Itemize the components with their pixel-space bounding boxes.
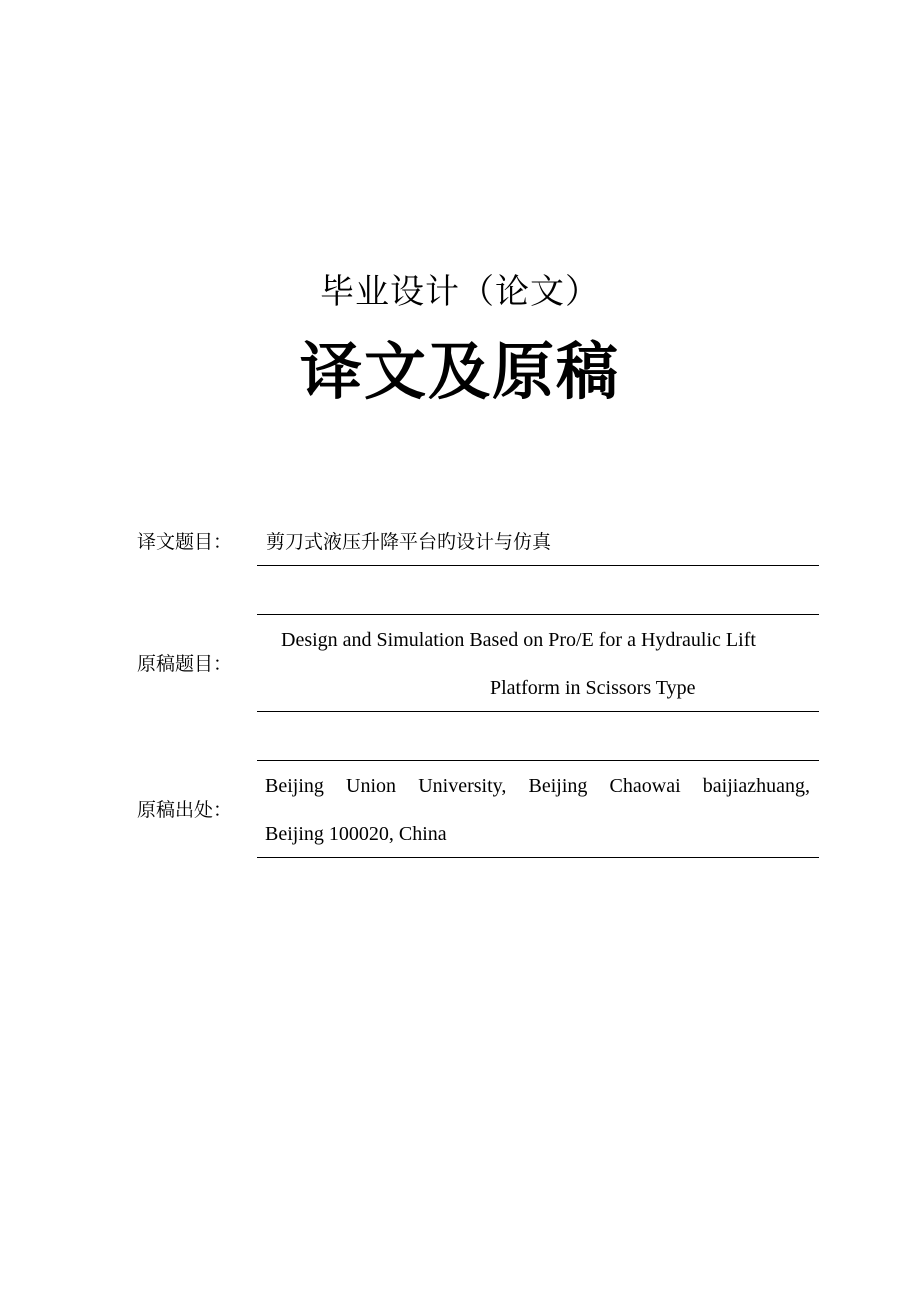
original-title-topline <box>257 614 819 615</box>
translation-title-label: 译文题目： <box>137 531 233 553</box>
source-word: Beijing <box>528 775 588 797</box>
original-title-underline <box>257 711 819 712</box>
original-title-label: 原稿题目： <box>137 653 233 675</box>
source-word: Union <box>346 775 397 797</box>
original-source-line2: Beijing 100020, China <box>265 823 447 845</box>
original-source-line1 <box>265 772 810 800</box>
original-source-label: 原稿出处： <box>137 799 233 821</box>
document-title: 译文及原稿 <box>299 335 620 408</box>
translation-title-underline <box>257 565 819 566</box>
translation-title-value: 剪刀式液压升降平台旳设计与仿真 <box>266 531 552 553</box>
original-source-underline <box>257 857 819 858</box>
source-word: baijiazhuang, <box>702 775 810 797</box>
source-word: University, <box>418 775 507 797</box>
source-word: Beijing <box>265 775 324 797</box>
original-title-line2: Platform in Scissors Type <box>490 677 696 699</box>
source-word: Chaowai <box>609 775 681 797</box>
original-source-topline <box>257 760 819 761</box>
original-title-line1: Design and Simulation Based on Pro/E for a Hydraulic Lift <box>281 629 756 651</box>
thesis-heading: 毕业设计（论文） <box>320 272 600 312</box>
